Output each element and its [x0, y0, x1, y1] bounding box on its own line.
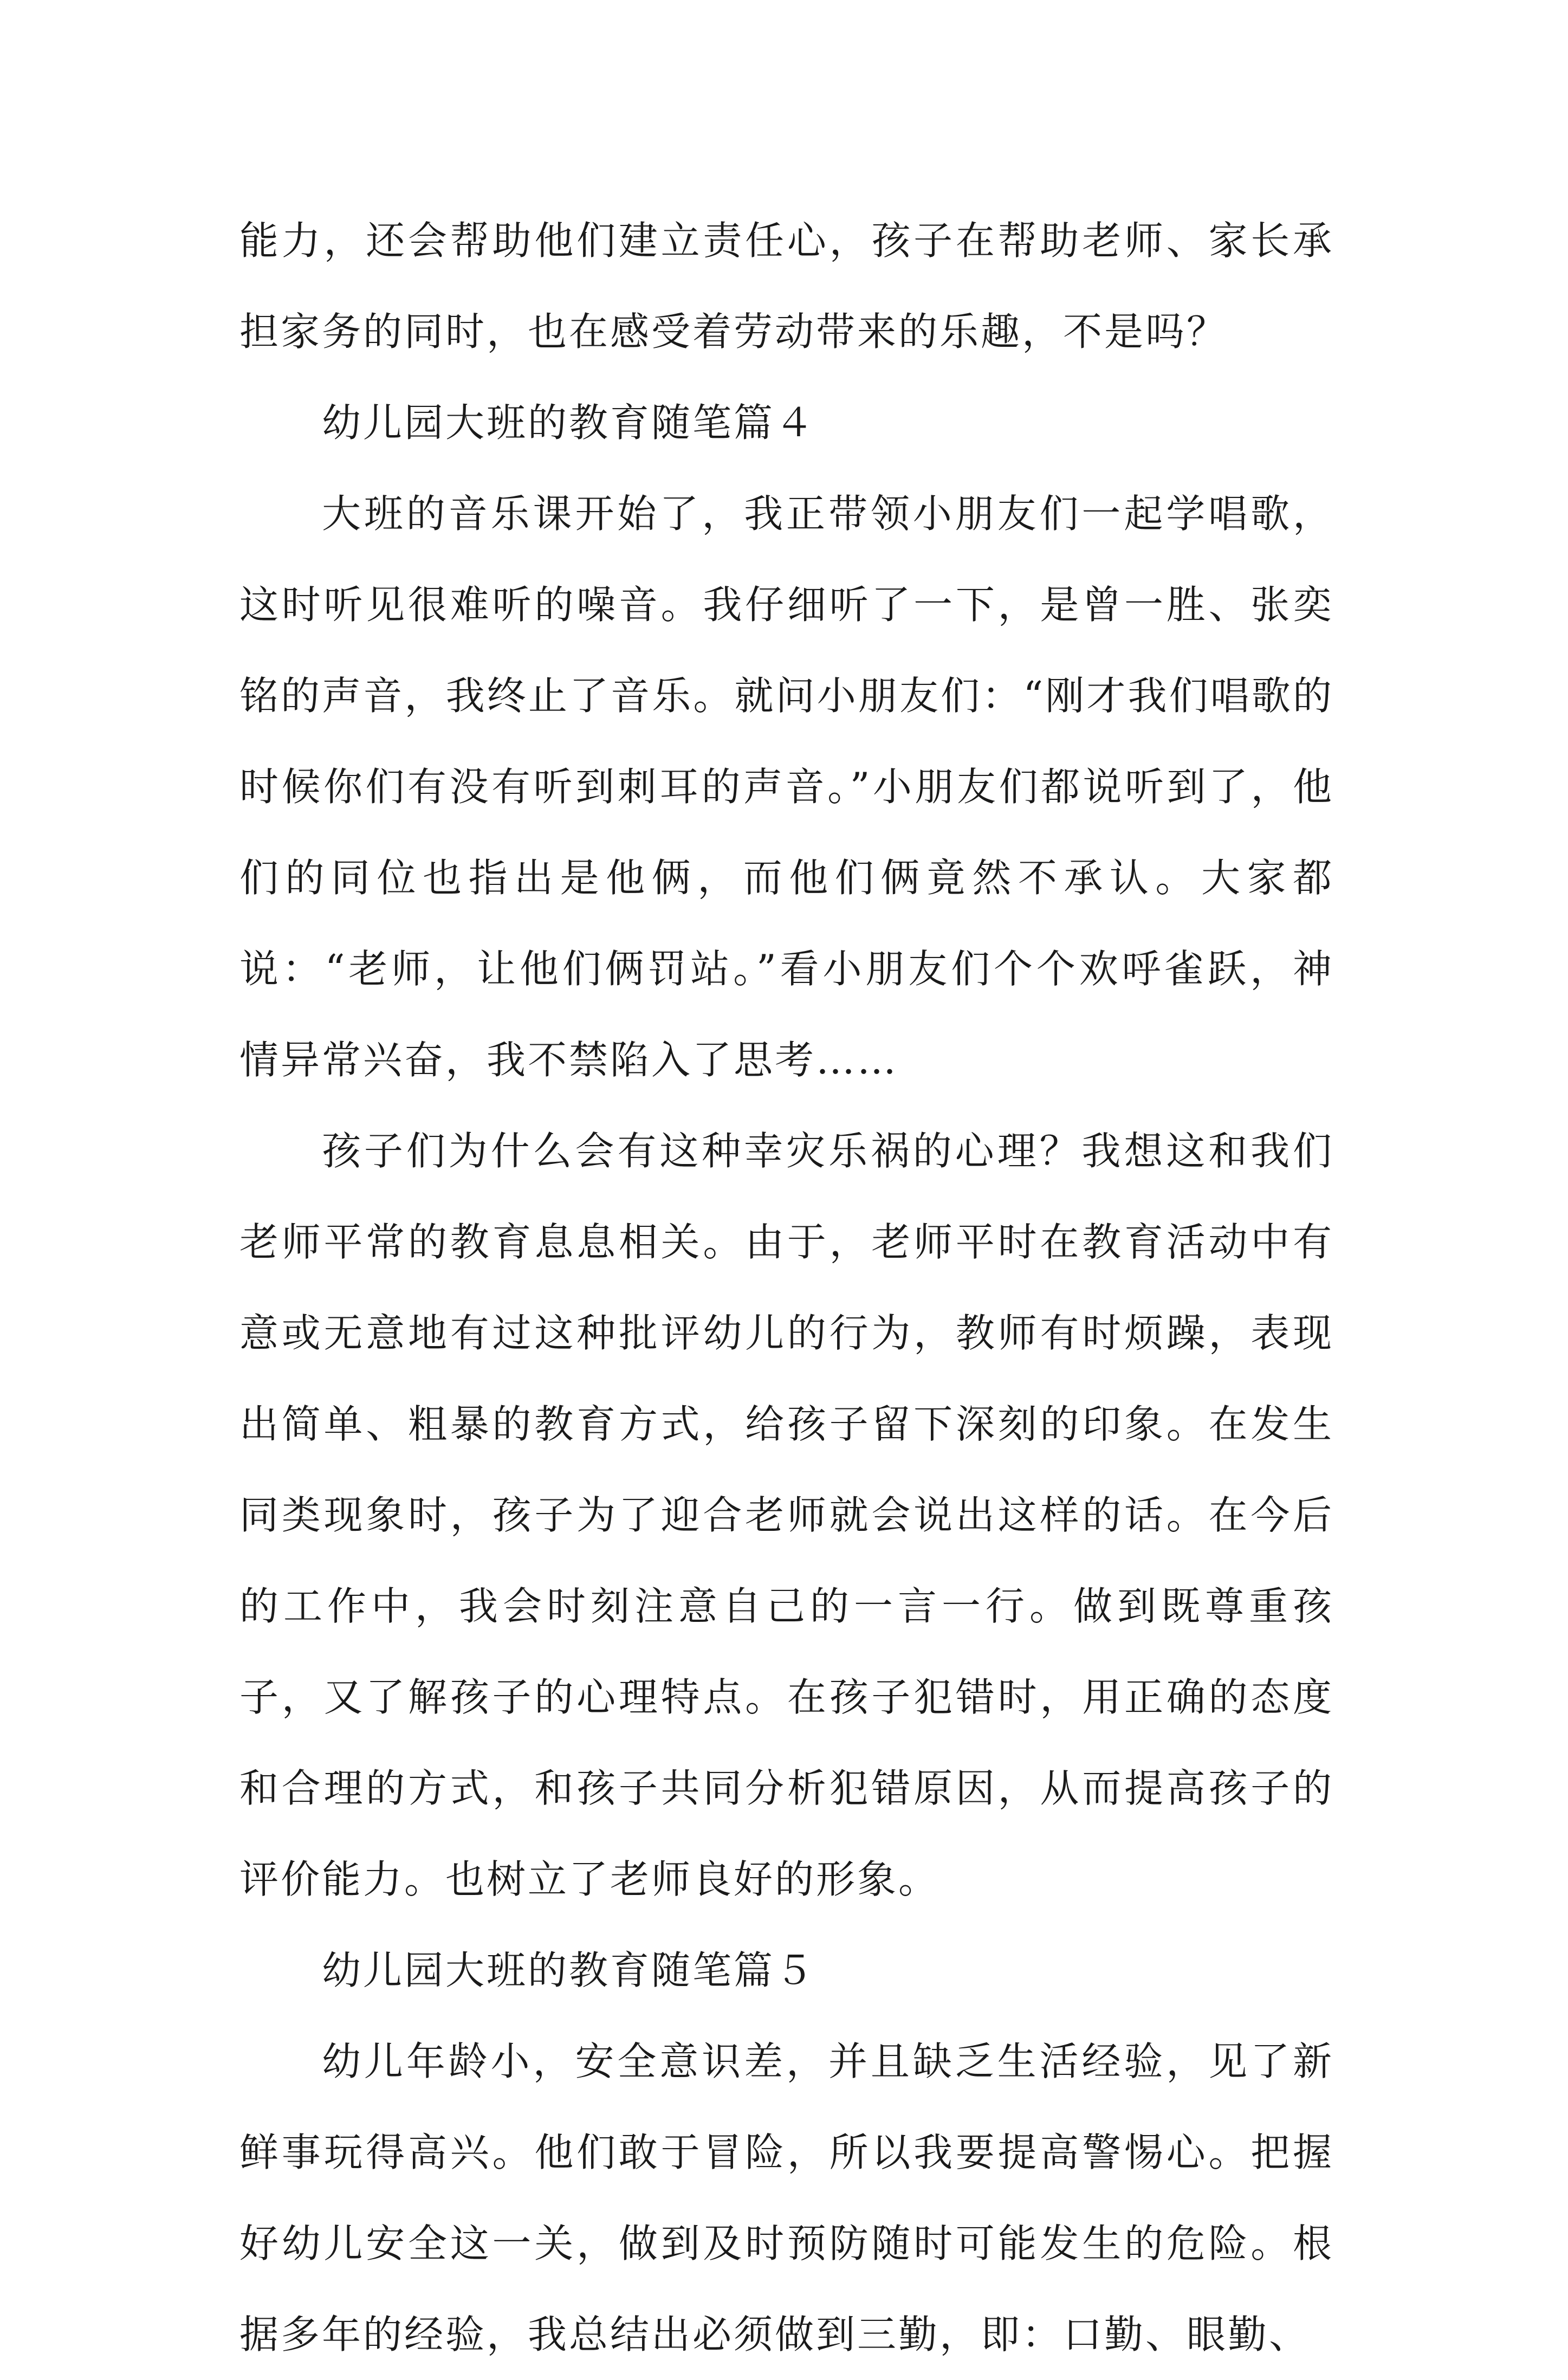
section-heading-4: 幼儿园大班的教育随笔篇４	[322, 400, 817, 445]
paragraph-reflection: 孩子们为什么会有这种幸灾乐祸的心理？我想这和我们老师平常的教育息息相关。由于，老师平时在教育活动中有意或无意地有过这种批评幼儿的行为，教师有时烦躁，表现出简单、粗暴的教育方式，给孩子留下深刻的印象。在发生同类现象时，孩子为了迎合老师就会说出这样的话。在今后的工作中，我会时刻注意自己的一言一行。做到既尊重孩子，又了解孩子的心理特点。在孩子犯错时，用正确的态度和合理的方式，和孩子共同分析犯错原因，从而提高孩子的评价能力。也树立了老师良好的形象。	[239, 1128, 1334, 1902]
document-body	[239, 195, 1334, 2380]
section-heading-5: 幼儿园大班的教育随笔篇５	[322, 1948, 817, 1993]
paragraph-music-class: 大班的音乐课开始了，我正带领小朋友们一起学唱歌，这时听见很难听的噪音。我仔细听了一下，是曾一胜、张奕铭的声音，我终止了音乐。就问小朋友们：“刚才我们唱歌的时候你们有没有听到刺耳的声音。”小朋友们都说听到了，他们的同位也指出是他俩，而他们俩竟然不承认。大家都说：“老师，让他们俩罚站。”看小朋友们个个欢呼雀跃，神情异常兴奋，我不禁陷入了思考……	[239, 491, 1334, 1083]
paragraph-continuation: 能力，还会帮助他们建立责任心，孩子在帮助老师、家长承担家务的同时，也在感受着劳动带来的乐趣，不是吗？	[239, 218, 1334, 354]
paragraph-safety: 幼儿年龄小，安全意识差，并且缺乏生活经验，见了新鲜事玩得高兴。他们敢于冒险，所以我要提高警惕心。把握好幼儿安全这一关，做到及时预防随时可能发生的危险。根据多年的经验，我总结出必须做到三勤，即：口勤、眼勤、	[239, 2039, 1334, 2357]
